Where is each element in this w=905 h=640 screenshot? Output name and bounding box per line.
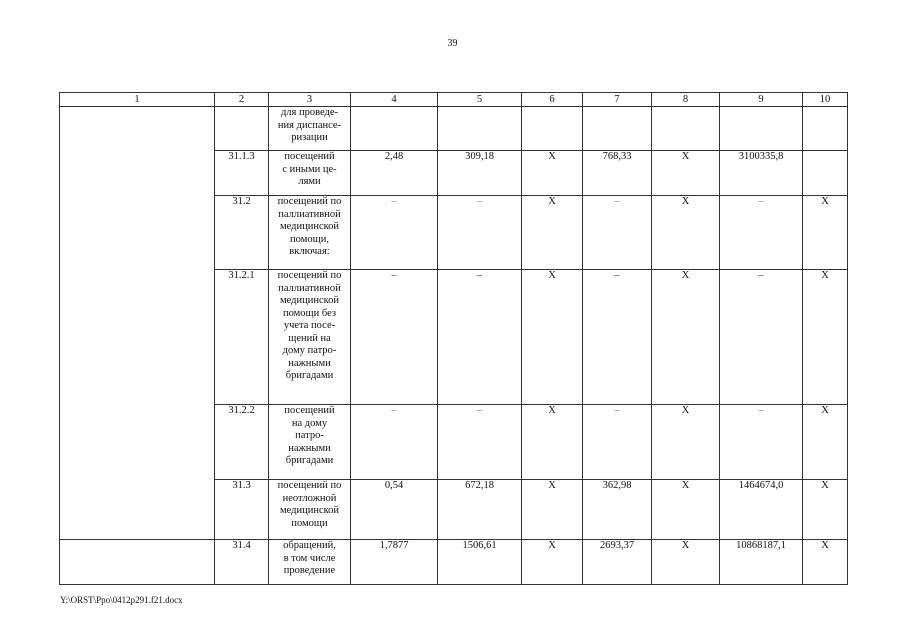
cell-col4: 1,7877 bbox=[351, 540, 438, 585]
row-name-line: щений на bbox=[288, 332, 331, 344]
row-name-line: посещений bbox=[284, 151, 335, 162]
column-header-8: 8 bbox=[652, 93, 720, 107]
row-code: 31.2.1 bbox=[215, 270, 269, 405]
row-name bbox=[269, 151, 351, 196]
cell-col7: 2693,37 bbox=[583, 540, 652, 585]
row-name-line: в том числе bbox=[283, 552, 336, 564]
data-table bbox=[59, 92, 848, 585]
row-code: 31.2 bbox=[215, 196, 269, 270]
row-name bbox=[269, 270, 351, 405]
column-header-9: 9 bbox=[720, 93, 803, 107]
cell-col10: X bbox=[803, 270, 848, 405]
cell-col6 bbox=[522, 107, 583, 151]
cell-col7: – bbox=[583, 270, 652, 405]
cell-col4: – bbox=[351, 196, 438, 270]
table-header-row bbox=[60, 93, 848, 107]
row-code bbox=[215, 107, 269, 151]
cell-col8: X bbox=[652, 151, 720, 196]
row-name bbox=[269, 540, 351, 585]
row-name-line: проведение bbox=[283, 565, 336, 576]
row-name-line: бригадами bbox=[285, 455, 334, 466]
row-name-line: медицинской bbox=[279, 295, 340, 306]
cell-col8: X bbox=[652, 196, 720, 270]
cell-col6: X bbox=[522, 270, 583, 405]
row-name-line: лями bbox=[298, 176, 321, 187]
cell-col5 bbox=[438, 107, 522, 151]
cell-col10: X bbox=[803, 196, 848, 270]
row-name-line: бригадами bbox=[285, 370, 334, 381]
cell-col5: – bbox=[438, 196, 522, 270]
group-cell bbox=[60, 107, 215, 540]
row-name-line: помощи bbox=[291, 517, 328, 529]
file-path-footer: Y:\ORST\Ppo\0412p291.f21.docx bbox=[60, 595, 183, 605]
cell-col6: X bbox=[522, 151, 583, 196]
cell-col8: X bbox=[652, 270, 720, 405]
cell-col5: 672,18 bbox=[438, 480, 522, 540]
cell-col4: – bbox=[351, 405, 438, 480]
column-header-3: 3 bbox=[269, 93, 351, 107]
row-code: 31.3 bbox=[215, 480, 269, 540]
row-name-line: посещений по bbox=[277, 196, 342, 207]
column-header-7: 7 bbox=[583, 93, 652, 107]
row-name-line: медицинской bbox=[279, 505, 340, 516]
cell-col9 bbox=[720, 107, 803, 151]
cell-col10: X bbox=[803, 480, 848, 540]
cell-col6: X bbox=[522, 196, 583, 270]
row-code: 31.4 bbox=[215, 540, 269, 585]
cell-col6: X bbox=[522, 405, 583, 480]
cell-col10 bbox=[803, 151, 848, 196]
cell-col4 bbox=[351, 107, 438, 151]
row-name-line: учета посе- bbox=[283, 320, 336, 331]
cell-col5: – bbox=[438, 270, 522, 405]
cell-col4: – bbox=[351, 270, 438, 405]
cell-col4: 0,54 bbox=[351, 480, 438, 540]
cell-col7: – bbox=[583, 196, 652, 270]
column-header-6: 6 bbox=[522, 93, 583, 107]
column-header-2: 2 bbox=[215, 93, 269, 107]
row-name-line: для проведе- bbox=[280, 107, 339, 118]
cell-col5: 1506,61 bbox=[438, 540, 522, 585]
row-name-line: медицинской bbox=[279, 221, 340, 232]
row-name-line: неотложной bbox=[282, 492, 337, 504]
cell-col5: – bbox=[438, 405, 522, 480]
row-name-line: паллиативной bbox=[278, 282, 341, 294]
row-name bbox=[269, 480, 351, 540]
row-code: 31.2.2 bbox=[215, 405, 269, 480]
cell-col9: – bbox=[720, 270, 803, 405]
cell-col9: – bbox=[720, 405, 803, 480]
row-name-line: нажными bbox=[288, 442, 331, 454]
cell-col7: – bbox=[583, 405, 652, 480]
row-name bbox=[269, 405, 351, 480]
row-code: 31.1.3 bbox=[215, 151, 269, 196]
cell-col7 bbox=[583, 107, 652, 151]
row-name-line: посещений по bbox=[277, 270, 342, 281]
row-name-line: включая: bbox=[289, 246, 330, 257]
row-name-line: с иными це- bbox=[282, 163, 337, 175]
cell-col7: 768,33 bbox=[583, 151, 652, 196]
row-name-line: посещений по bbox=[277, 480, 342, 491]
cell-col6: X bbox=[522, 480, 583, 540]
cell-col8: X bbox=[652, 405, 720, 480]
column-header-5: 5 bbox=[438, 93, 522, 107]
row-name-line: помощи без bbox=[282, 307, 337, 319]
row-name-line: патро- bbox=[295, 430, 324, 441]
column-header-1: 1 bbox=[60, 93, 215, 107]
row-name-line: на дому bbox=[291, 417, 328, 429]
cell-col10 bbox=[803, 107, 848, 151]
cell-col8 bbox=[652, 107, 720, 151]
cell-col9: 1464674,0 bbox=[720, 480, 803, 540]
cell-col9: – bbox=[720, 196, 803, 270]
cell-col9: 3100335,8 bbox=[720, 151, 803, 196]
cell-col9: 10868187,1 bbox=[720, 540, 803, 585]
cell-col5: 309,18 bbox=[438, 151, 522, 196]
row-name-line: помощи, bbox=[290, 233, 329, 245]
group-cell bbox=[60, 540, 215, 585]
cell-col10: X bbox=[803, 540, 848, 585]
row-name bbox=[269, 196, 351, 270]
row-name-line: ризации bbox=[291, 132, 328, 143]
column-header-4: 4 bbox=[351, 93, 438, 107]
cell-col10: X bbox=[803, 405, 848, 480]
row-name-line: обращений, bbox=[283, 540, 336, 551]
row-name-line: посещений bbox=[284, 405, 335, 416]
row-name-line: ния диспансе- bbox=[277, 119, 342, 131]
cell-col4: 2,48 bbox=[351, 151, 438, 196]
column-header-10: 10 bbox=[803, 93, 848, 107]
cell-col6: X bbox=[522, 540, 583, 585]
row-name-line: паллиативной bbox=[278, 208, 341, 220]
table-row bbox=[60, 107, 848, 151]
cell-col8: X bbox=[652, 480, 720, 540]
cell-col7: 362,98 bbox=[583, 480, 652, 540]
row-name-line: нажными bbox=[288, 357, 331, 369]
cell-col8: X bbox=[652, 540, 720, 585]
row-name bbox=[269, 107, 351, 151]
table-row bbox=[60, 540, 848, 585]
row-name-line: дому патро- bbox=[282, 345, 337, 356]
page-number: 39 bbox=[447, 38, 458, 49]
